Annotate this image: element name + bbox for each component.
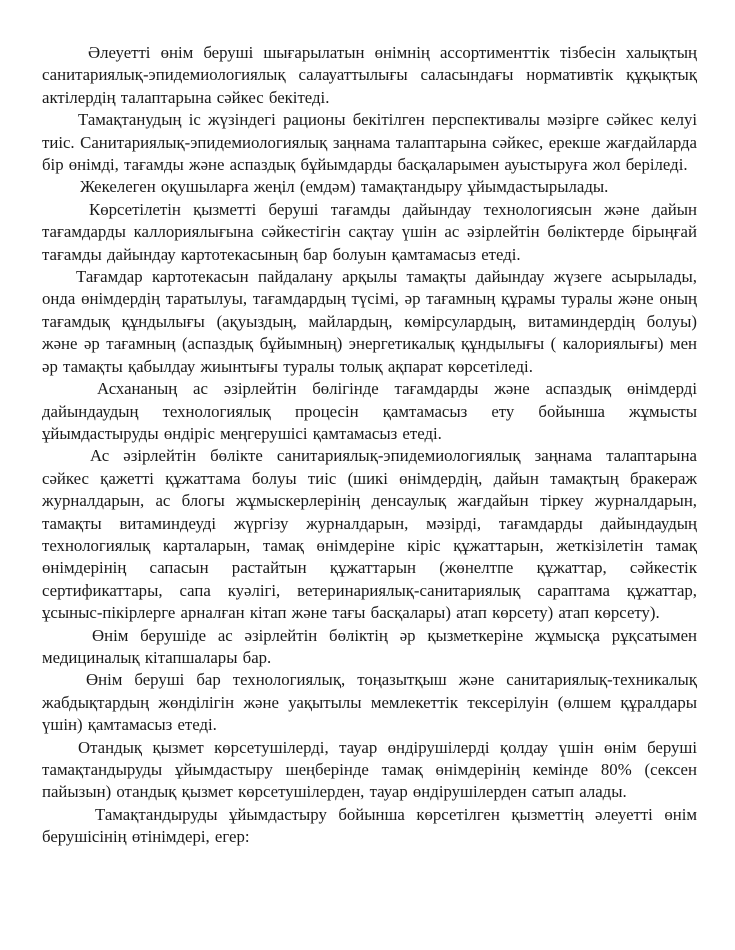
paragraph: Көрсетілетін қызметті беруші тағамды дайындау технологиясын және дайын тағамдарды каллориялығына сәйкестігін сақтау үшін ас әзірлейтін бөліктерде бірыңғай тағамды дайындау картотекасының бар болуын қамтамасыз етеді.	[42, 199, 697, 264]
paragraph: Әлеуетті өнім беруші шығарылатын өнімнің ассортименттік тізбесін халықтың санитариялық-эпидемиологиялық салауаттылығы саласындағы нормативтік құқықтық актілердің талаптарына сәйкес бекітеді.	[42, 43, 697, 107]
paragraph: Тамақтандыруды ұйымдастыру бойынша көрсетілген қызметтің әлеуетті өнім берушісінің өтінімдері, егер:	[42, 804, 697, 847]
document-body	[42, 42, 697, 849]
paragraph: Отандық қызмет көрсетушілерді, тауар өндірушілерді қолдау үшін өнім беруші тамақтандыруды ұйымдастыру шеңберінде тамақ өнімдерінің кемінде 80% (сексен пайызын) отандық қызмет көрсетушілерден, тауар өндірушілерден сатып алады.	[42, 737, 697, 802]
paragraph: Тамақтанудың іс жүзіндегі рационы бекітілген перспективалы мәзірге сәйкес келуі тиіс. Санитариялық-эпидемиологиялық заңнама талаптарына сәйкес, ерекше жағдайларда бір өнімді, тағамды және аспаздық бұйымдарды басқаларымен ауыстыруға жол беріледі.	[42, 110, 697, 175]
paragraph: Асхананың ас әзірлейтін бөлігінде тағамдарды және аспаздық өнімдерді дайындаудың технологиялық процесін қамтамасыз ету бойынша жұмысты ұйымдастыруды өндіріс меңгерушісі қамтамасыз етеді.	[42, 379, 697, 443]
paragraph: Өнім берушіде ас әзірлейтін бөліктің әр қызметкеріне жұмысқа рұқсатымен медициналық кітапшалары бар.	[42, 625, 697, 667]
paragraph: Ас әзірлейтін бөлікте санитариялық-эпидемиологиялық заңнама талаптарына сәйкес қажетті құжаттама болуы тиіс (шикі өнімдердің, дайын тамақтың бракераж журналдарын, ас блогы жұмыскерлерінің денсаулық жағдайын тіркеу журналдарын, тамақты витаминдеуді жүргізу журналдарын, мәзірді, тағамдарды дайындаудың технологиялық карталарын, тамақ өнімдеріне кіріс құжаттарын, жеткізілетін тамақ өнімдерінің сапасын растайтын құжаттарын (жөнелтпе құжаттар, сәйкестік сертификаттары, сапа куәлігі, ветеринариялық-санитариялық сараптама құжаттар, ұсыныс-пікірлерге арналған кітап және тағы басқалары) атап көрсету) атап көрсету).	[42, 446, 697, 623]
paragraph: Жекелеген оқушыларға жеңіл (емдәм) тамақтандыру ұйымдастырылады.	[80, 177, 609, 197]
paragraph: Тағамдар картотекасын пайдалану арқылы тамақты дайындау жүзеге асырылады, онда өнімдердің таратылуы, тағамдардың түсімі, әр тағамның құрамы туралы және оның тағамдық құндылығы (ақуыздың, майлардың, көмірсулардың, витаминдердің болуы) және әр тағамның (аспаздық бұйымның) энергетикалық құндылығы ( калориялығы) мен әр тамақты қабылдау жиынтығы туралы толық ақпарат көрсетіледі.	[42, 267, 697, 376]
paragraph: Өнім беруші бар технологиялық, тоңазытқыш және санитариялық-техникалық жабдықтардың жөнділігін және уақытылы мемлекеттік тексерілуін (өлшем құралдары үшін) қамтамасыз етеді.	[42, 670, 697, 735]
